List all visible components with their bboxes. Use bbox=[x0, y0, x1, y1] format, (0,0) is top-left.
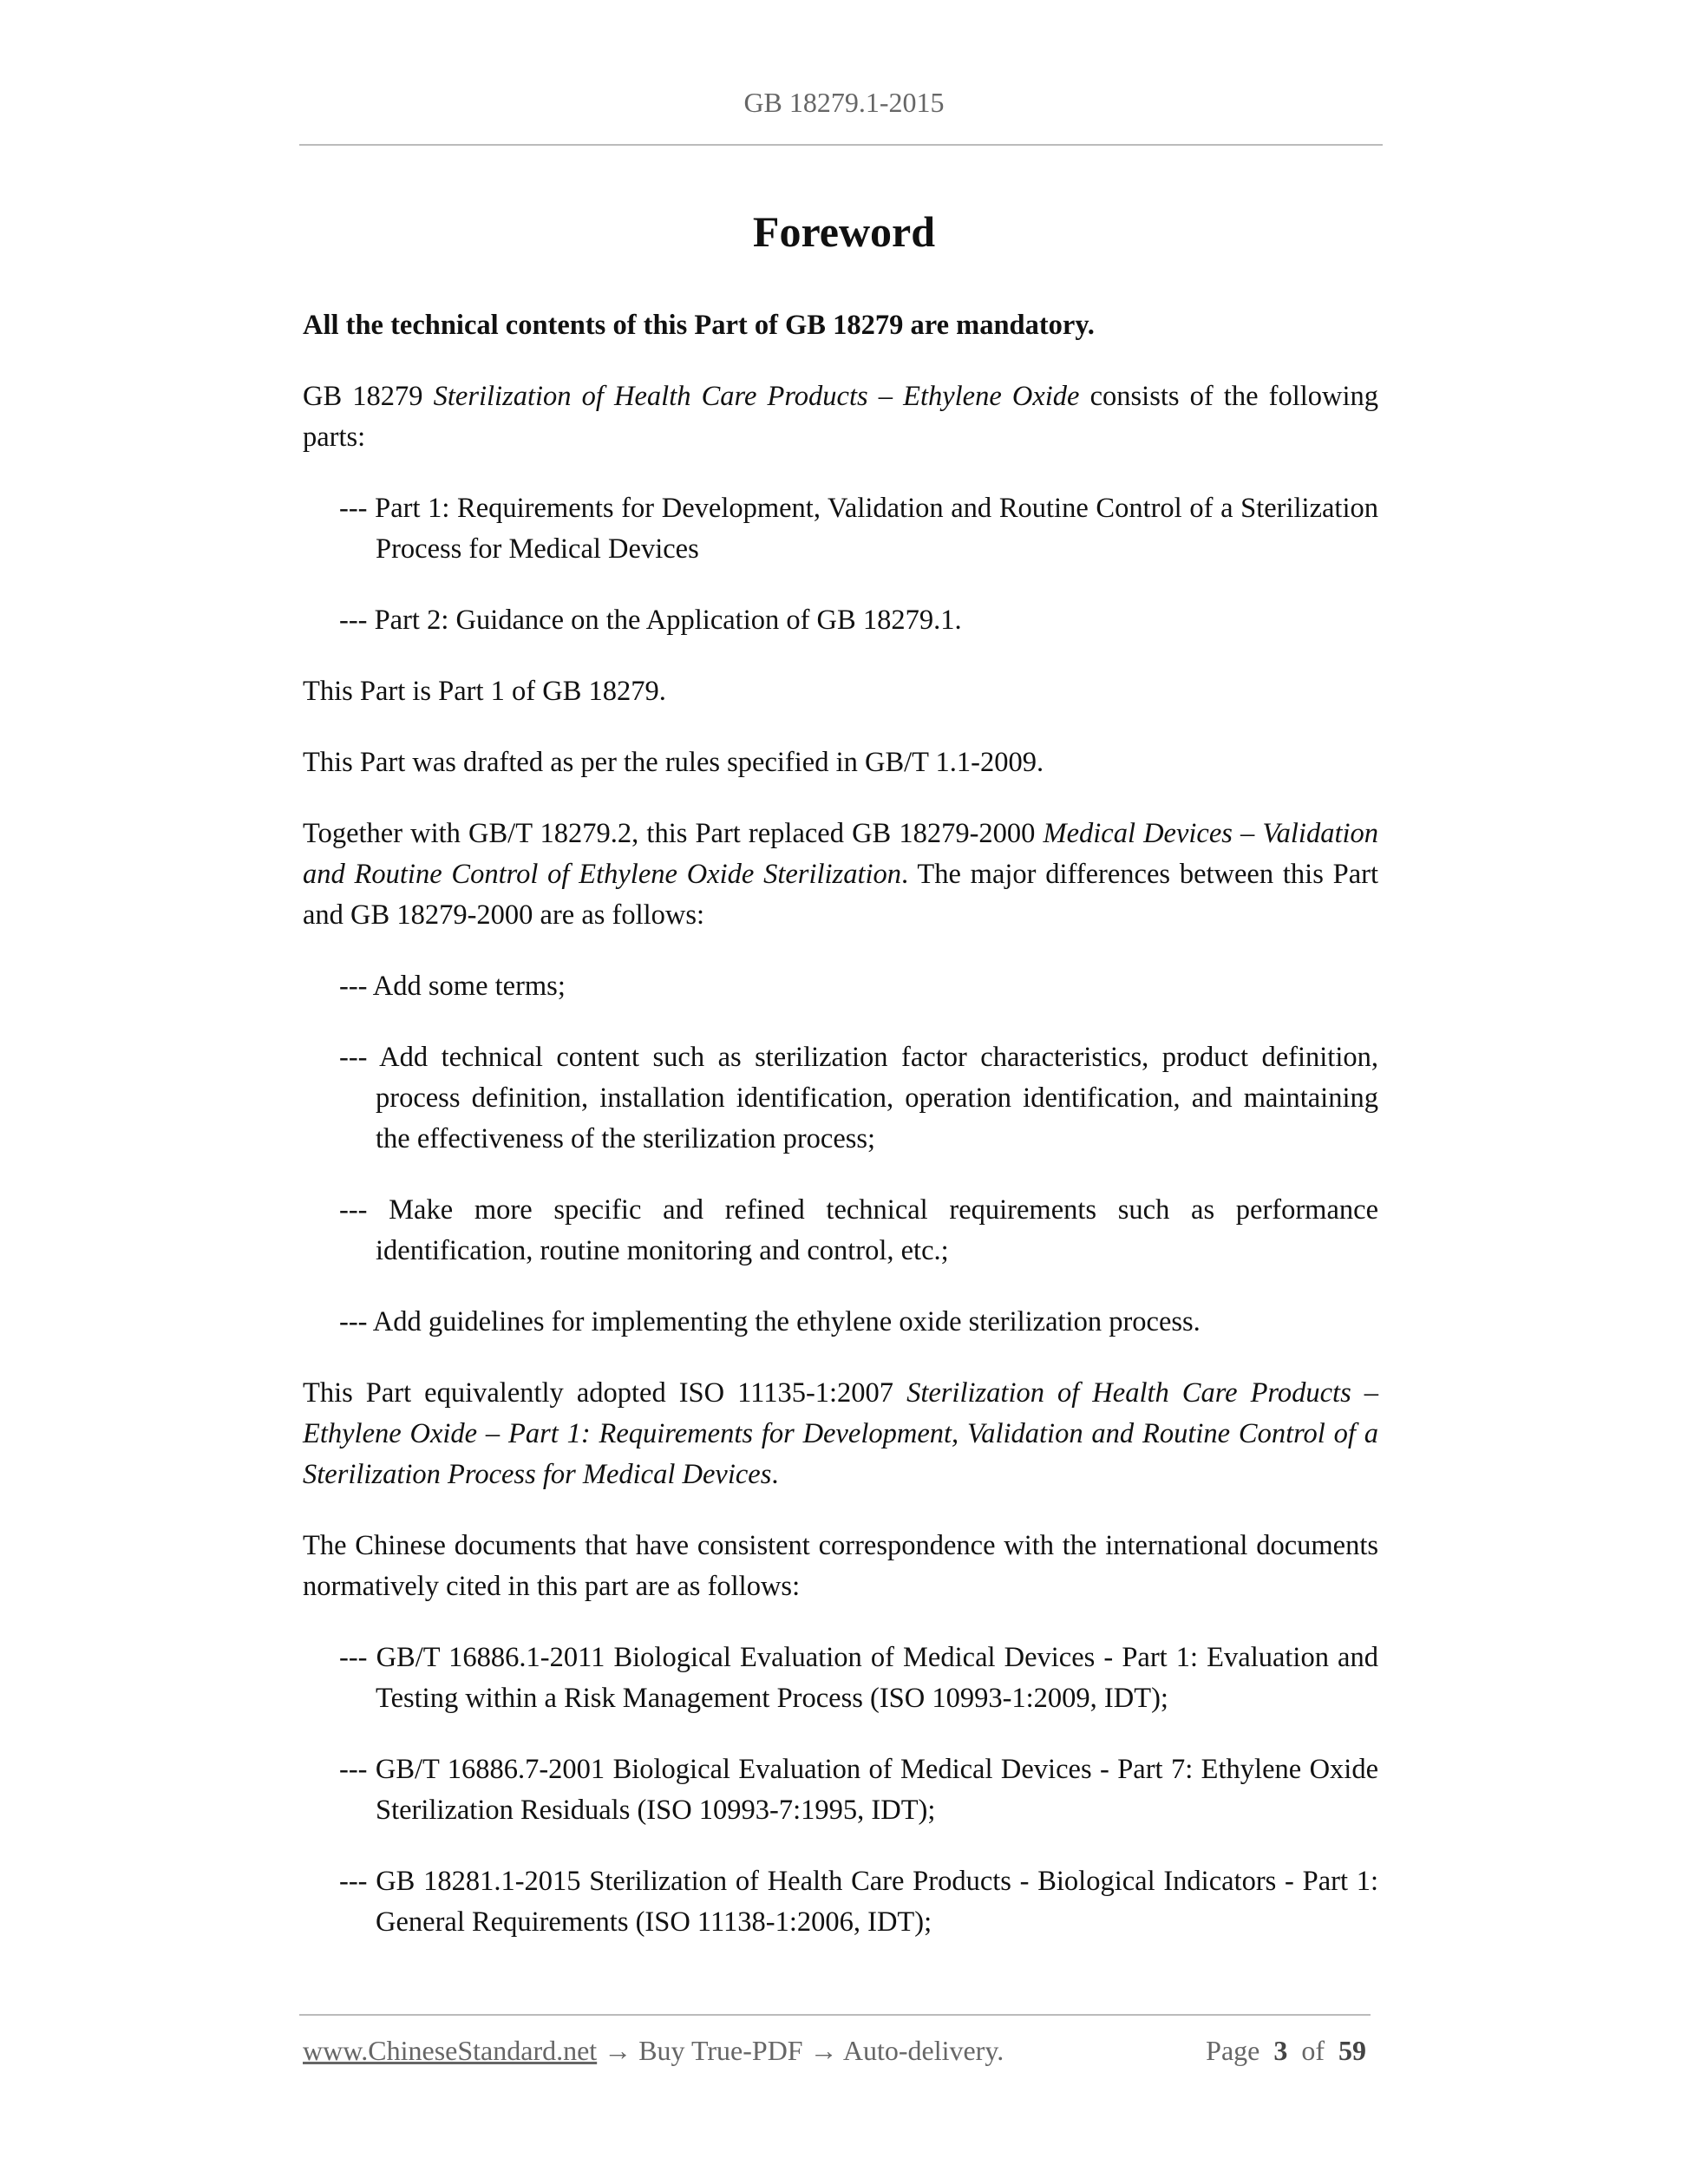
chinese-docs-paragraph: The Chinese documents that have consistent correspondence with the international documents normatively cited in this part are as follows: bbox=[303, 1530, 1378, 1602]
page-number: Page 3 of 59 bbox=[1206, 2035, 1366, 2066]
footer-promo: www.ChineseStandard.net → Buy True-PDF → Auto-delivery. bbox=[303, 2035, 1004, 2066]
list-item: --- Part 1: Requirements for Development, Validation and Routine Control of a Sterilization Process for Medical Devices bbox=[339, 493, 1378, 565]
part-number-paragraph: This Part is Part 1 of GB 18279. bbox=[303, 676, 666, 707]
list-item: --- Add guidelines for implementing the ethylene oxide sterilization process. bbox=[339, 1306, 1201, 1337]
total-pages: 59 bbox=[1338, 2035, 1366, 2066]
footer-divider bbox=[299, 2014, 1371, 2016]
mandatory-statement: All the technical contents of this Part of GB 18279 are mandatory. bbox=[303, 310, 1095, 341]
iso-title-italic: Sterilization of Health Care Products – Ethylene Oxide – Part 1: Requirements for Development, Validation and Routine Control of a Sterilization Process for Medical Devices bbox=[303, 1377, 1378, 1490]
replaced-standard-title-italic: Medical Devices – Validation and Routine Control of Ethylene Oxide Sterilization bbox=[303, 818, 1378, 890]
replacement-paragraph: Together with GB/T 18279.2, this Part replaced GB 18279-2000 Medical Devices – Validation and Routine Control of Ethylene Oxide Sterilization. The major differences between this Part and GB 18279-2000 are as follows: bbox=[303, 818, 1379, 931]
current-page: 3 bbox=[1273, 2035, 1288, 2066]
list-item: --- GB/T 16886.7-2001 Biological Evaluation of Medical Devices - Part 7: Ethylene Oxide Sterilization Residuals (ISO 10993-7:1995, IDT); bbox=[339, 1754, 1378, 1826]
running-header: GB 18279.1-2015 bbox=[743, 87, 945, 118]
iso-adoption-paragraph: This Part equivalently adopted ISO 11135-1:2007 Sterilization of Health Care Products – Ethylene Oxide – Part 1: Requirements for Development, Validation and Routine Control of a Sterilization Process for Medical Devices. bbox=[303, 1377, 1378, 1490]
website-link[interactable]: www.ChineseStandard.net bbox=[303, 2035, 598, 2066]
page-title: Foreword bbox=[752, 207, 936, 256]
parts-intro-paragraph: GB 18279 Sterilization of Health Care Products – Ethylene Oxide consists of the following parts: bbox=[303, 381, 1378, 453]
list-item: --- GB/T 16886.1-2011 Biological Evaluation of Medical Devices - Part 1: Evaluation and Testing within a Risk Management Process (ISO 10993-1:2009, IDT); bbox=[339, 1642, 1378, 1714]
standard-title-italic: Sterilization of Health Care Products – Ethylene Oxide bbox=[433, 381, 1080, 412]
list-item: --- Add technical content such as sterilization factor characteristics, product definition, process definition, installation identification, operation identification, and maintaining the effectiveness of the sterilization process; bbox=[339, 1042, 1378, 1154]
drafting-rules-paragraph: This Part was drafted as per the rules specified in GB/T 1.1-2009. bbox=[303, 747, 1044, 778]
list-item: --- GB 18281.1-2015 Sterilization of Health Care Products - Biological Indicators - Part 1: General Requirements (ISO 11138-1:2006, IDT); bbox=[339, 1866, 1378, 1938]
list-item: --- Part 2: Guidance on the Application of GB 18279.1. bbox=[339, 605, 962, 636]
arrow-right-icon: → bbox=[809, 2035, 838, 2066]
header-divider bbox=[299, 144, 1383, 146]
list-item: --- Add some terms; bbox=[339, 971, 566, 1002]
list-item: --- Make more specific and refined technical requirements such as performance identification, routine monitoring and control, etc.; bbox=[339, 1194, 1378, 1266]
document-body bbox=[303, 305, 1378, 1973]
arrow-right-icon: → bbox=[604, 2035, 632, 2066]
